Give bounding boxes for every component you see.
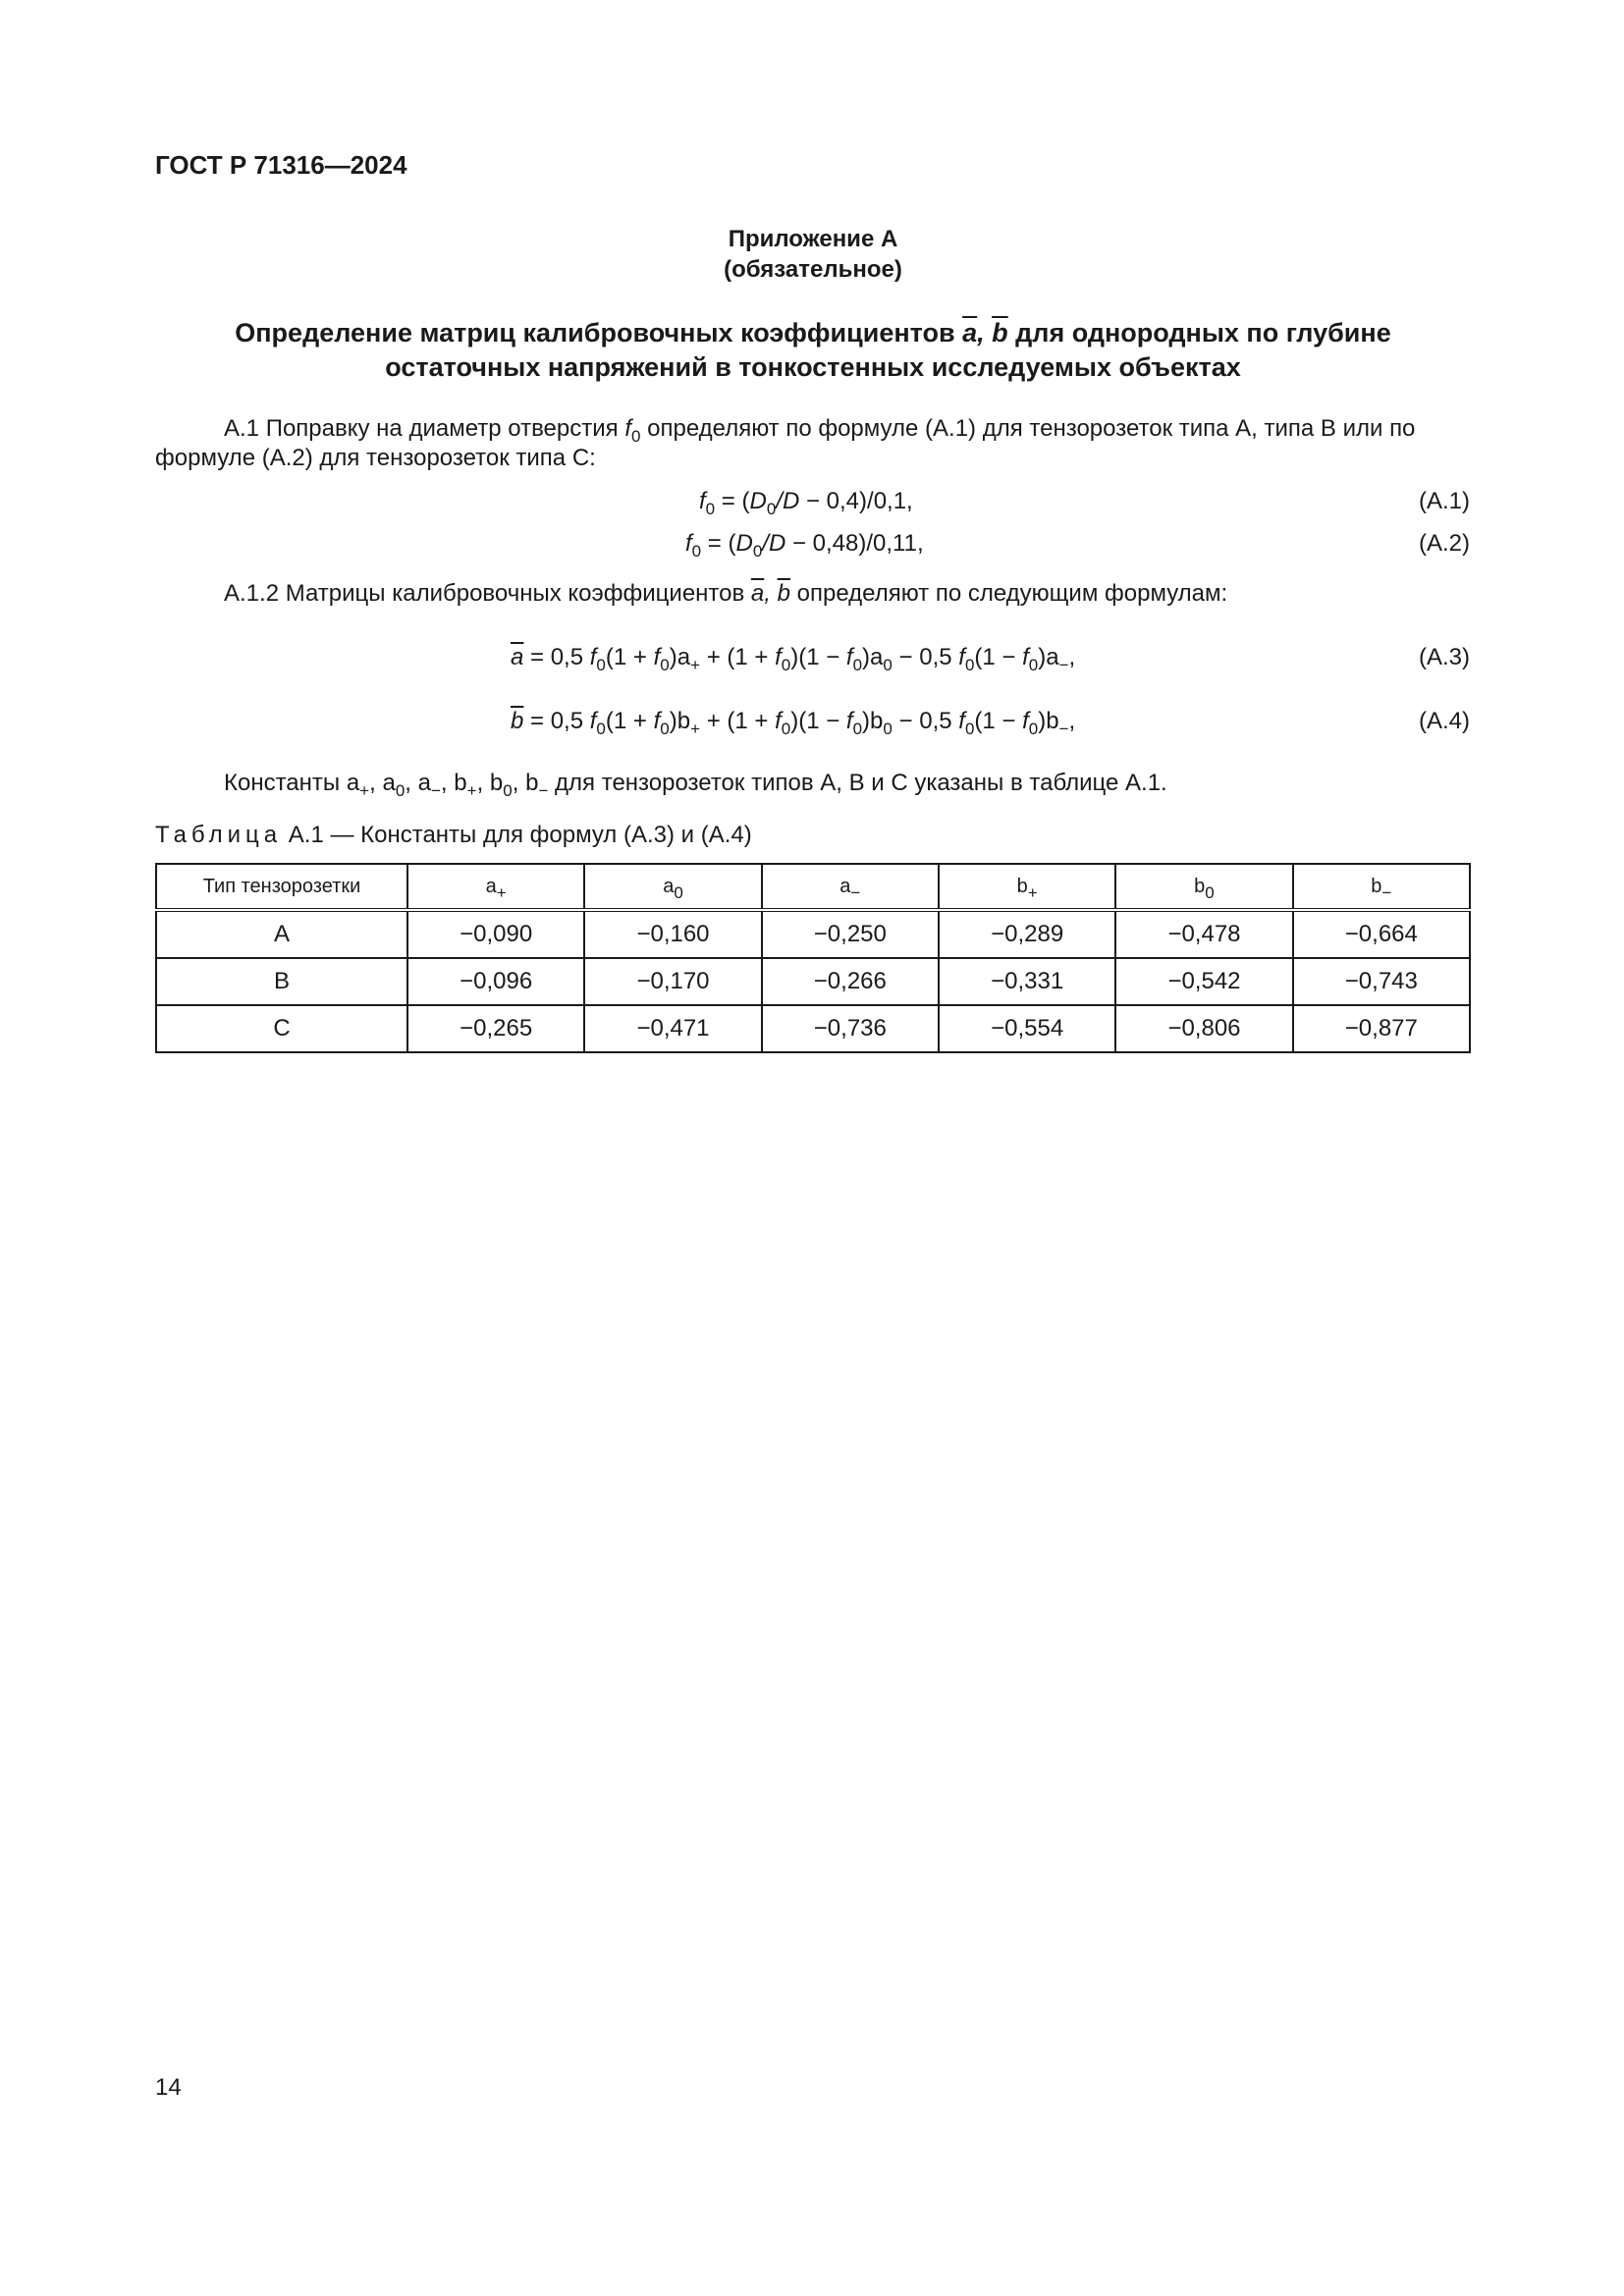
annex-heading [155, 316, 1471, 385]
subscript: 0 [883, 720, 893, 738]
symbol-f: f [1022, 708, 1029, 734]
para-sep: , [369, 770, 383, 796]
paragraph-a12 [155, 579, 1471, 609]
coef: b [870, 708, 884, 734]
eq-text: = 0,5 [523, 644, 590, 670]
header-text: a [485, 875, 497, 897]
table-cell: С [156, 1005, 407, 1052]
equation-a1 [699, 488, 913, 518]
subscript: 0 [1028, 656, 1039, 674]
table-cell: В [156, 958, 407, 1005]
symbol-f: f [845, 644, 853, 670]
coef: b [677, 708, 691, 734]
subscript: 0 [752, 542, 763, 561]
header-text: a [839, 875, 851, 897]
subscript: − [538, 781, 549, 800]
symbol-f: f [653, 644, 661, 670]
subscript: 0 [781, 656, 791, 674]
eq-text: ) [862, 708, 871, 734]
heading-sep: , [977, 318, 993, 347]
subscript: + [496, 882, 507, 902]
coef: b [489, 770, 504, 796]
eq-text: (1 − [974, 644, 1023, 670]
para-text: А.1.2 Матрицы калибровочных коэффициентов [224, 580, 751, 607]
symbol-f: f [685, 530, 692, 557]
symbol-d: D [782, 488, 800, 514]
table-cell: −0,743 [1293, 958, 1470, 1005]
coef: a [870, 644, 884, 670]
paragraph-a1 [155, 414, 1471, 473]
eq-text: ) [1038, 644, 1047, 670]
subscript: 0 [660, 656, 670, 674]
table-row [156, 1005, 1470, 1052]
table-cell: −0,542 [1115, 958, 1292, 1005]
table-header-cell [762, 864, 939, 910]
para-sep: , [476, 770, 490, 796]
table-cell: −0,806 [1115, 1005, 1292, 1052]
para-text: определяют по формуле (А.1) для тензорозеток типа А, типа В или по формуле (А.2) для тензорозеток типа С: [155, 415, 1416, 471]
symbol-f: f [958, 708, 965, 734]
subscript: 0 [691, 542, 702, 561]
table-cell: −0,160 [584, 910, 761, 958]
symbol-f: f [653, 708, 661, 734]
subscript: 0 [964, 656, 975, 674]
paragraph-constants [155, 769, 1471, 798]
para-text: Константы a [224, 770, 360, 796]
eq-text: (1 + [605, 644, 654, 670]
heading-text: для однородных по глубине [1007, 318, 1391, 347]
subscript: 0 [964, 720, 975, 738]
eq-text: (1 − [974, 708, 1023, 734]
annex-title: Приложение А [728, 226, 898, 252]
symbol-f: f [589, 708, 597, 734]
subscript: 0 [674, 882, 683, 902]
coef: b [1046, 708, 1059, 734]
equation-a2 [685, 530, 924, 561]
table-cell: −0,331 [939, 958, 1115, 1005]
header-text: b [1371, 875, 1382, 897]
equation-a3 [511, 644, 1076, 674]
eq-text: − 0,5 [892, 708, 959, 734]
subscript: 0 [852, 656, 863, 674]
subscript: − [1058, 656, 1069, 674]
subscript: 0 [1205, 882, 1215, 902]
para-text: для тензорозеток типов А, В и С указаны в таблице А.1. [548, 770, 1167, 796]
para-sep: , [405, 770, 418, 796]
table-cell: −0,265 [407, 1005, 584, 1052]
subscript: + [359, 781, 370, 800]
heading-text: Определение матриц калибровочных коэффициентов [235, 318, 963, 347]
subscript: − [1381, 882, 1392, 902]
subscript: 0 [781, 720, 791, 738]
eq-text: + (1 + [700, 644, 776, 670]
coef: a [417, 770, 431, 796]
symbol-d: D [735, 530, 753, 557]
eq-text: )(1 − [790, 708, 846, 734]
symbol-f: f [775, 644, 782, 670]
symbol-f: f [589, 644, 597, 670]
matrix-a-symbol: $\overline{a}$ [750, 580, 765, 607]
symbol-f: f [775, 708, 782, 734]
subscript: 0 [852, 720, 863, 738]
table-cell: −0,170 [584, 958, 761, 1005]
table-header-row [156, 864, 1470, 910]
eq-text: )(1 − [790, 644, 846, 670]
subscript: 0 [705, 500, 716, 518]
table-row [156, 910, 1470, 958]
eq-text: (1 + [605, 708, 654, 734]
eq-text: = ( [701, 530, 736, 557]
para-sep: , [440, 770, 455, 796]
subscript: 0 [503, 781, 513, 800]
subscript: + [466, 781, 477, 800]
symbol-f: f [624, 415, 631, 442]
subscript: 0 [395, 781, 406, 800]
subscript: 0 [766, 500, 777, 518]
eq-text: − 0,48)/0,11, [785, 530, 924, 557]
eq-text: − 0,4)/0,1, [799, 488, 913, 514]
subscript: − [430, 781, 441, 800]
annex-type: (обязательное) [724, 256, 902, 283]
header-text: a [663, 875, 675, 897]
table-caption-prefix: Таблица [155, 822, 283, 848]
table-cell: −0,478 [1115, 910, 1292, 958]
table-header-cell [156, 864, 407, 910]
table-header-cell [1115, 864, 1292, 910]
symbol-f: f [1022, 644, 1029, 670]
coef: b [525, 770, 539, 796]
eq-text: = ( [715, 488, 750, 514]
subscript: 0 [660, 720, 670, 738]
matrix-a-symbol: $\overline{a}$ [962, 318, 978, 347]
equation-number-a3: (А.3) [1418, 644, 1470, 670]
coef: a [677, 644, 691, 670]
table-header-cell [939, 864, 1115, 910]
subscript: 0 [630, 427, 641, 446]
equation-number-a2: (А.2) [1418, 530, 1470, 557]
symbol-f: f [845, 708, 853, 734]
table-cell: −0,664 [1293, 910, 1470, 958]
header-text: b [1016, 875, 1028, 897]
table-cell: А [156, 910, 407, 958]
subscript: 0 [1028, 720, 1039, 738]
standard-number: ГОСТ Р 71316—2024 [155, 150, 407, 180]
table-header-cell [407, 864, 584, 910]
eq-text: − 0,5 [892, 644, 959, 670]
subscript: − [1058, 720, 1069, 738]
matrix-b-symbol: $\overline{b}$ [777, 580, 790, 607]
constants-table [155, 863, 1471, 1053]
symbol-d: D [768, 530, 786, 557]
subscript: + [690, 720, 701, 738]
para-sep: , [764, 580, 778, 607]
table-cell: −0,289 [939, 910, 1115, 958]
eq-text: = 0,5 [523, 708, 590, 734]
table-cell: −0,090 [407, 910, 584, 958]
table-header-cell [584, 864, 761, 910]
subscript: − [850, 882, 861, 902]
coef: a [382, 770, 396, 796]
eq-text: , [1068, 708, 1076, 734]
equation-number-a4: (А.4) [1418, 708, 1470, 734]
table-cell: −0,096 [407, 958, 584, 1005]
eq-text: ) [1038, 708, 1047, 734]
heading-text-line2: остаточных напряжений в тонкостенных исследуемых объектах [385, 352, 1241, 382]
header-text: b [1194, 875, 1206, 897]
eq-text: , [1068, 644, 1076, 670]
page-number: 14 [155, 2074, 182, 2101]
table-cell: −0,471 [584, 1005, 761, 1052]
coef: b [454, 770, 467, 796]
symbol-d: D [749, 488, 767, 514]
eq-text: / [762, 530, 769, 557]
coef: a [1046, 644, 1059, 670]
equation-a4 [511, 708, 1076, 738]
subscript: 0 [596, 720, 606, 738]
para-text: А.1 Поправку на диаметр отверстия [224, 415, 625, 442]
matrix-b-symbol: $\overline{b}$ [992, 318, 1008, 347]
para-text: определяют по следующим формулам: [789, 580, 1228, 607]
eq-text: ) [669, 644, 677, 670]
eq-text: + (1 + [700, 708, 776, 734]
subscript: 0 [596, 656, 606, 674]
table-cell: −0,736 [762, 1005, 939, 1052]
table-cell: −0,266 [762, 958, 939, 1005]
subscript: 0 [883, 656, 893, 674]
table-cell: −0,554 [939, 1005, 1115, 1052]
equation-number-a1: (А.1) [1418, 488, 1470, 514]
subscript: + [1027, 882, 1038, 902]
table-header-cell [1293, 864, 1470, 910]
symbol-f: f [958, 644, 965, 670]
matrix-b-symbol: $\overline{b}$ [511, 708, 524, 734]
table-cell: −0,877 [1293, 1005, 1470, 1052]
header-text: Тип тензорозетки [202, 875, 361, 897]
para-sep: , [512, 770, 526, 796]
matrix-a-symbol: $\overline{a}$ [511, 644, 524, 670]
table-row [156, 958, 1470, 1005]
table-cell: −0,250 [762, 910, 939, 958]
symbol-f: f [699, 488, 706, 514]
eq-text: ) [862, 644, 871, 670]
subscript: + [690, 656, 701, 674]
eq-text: ) [669, 708, 677, 734]
eq-text: / [776, 488, 783, 514]
table-caption [155, 821, 1471, 850]
table-caption-text: А.1 — Константы для формул (А.3) и (А.4) [282, 822, 752, 848]
